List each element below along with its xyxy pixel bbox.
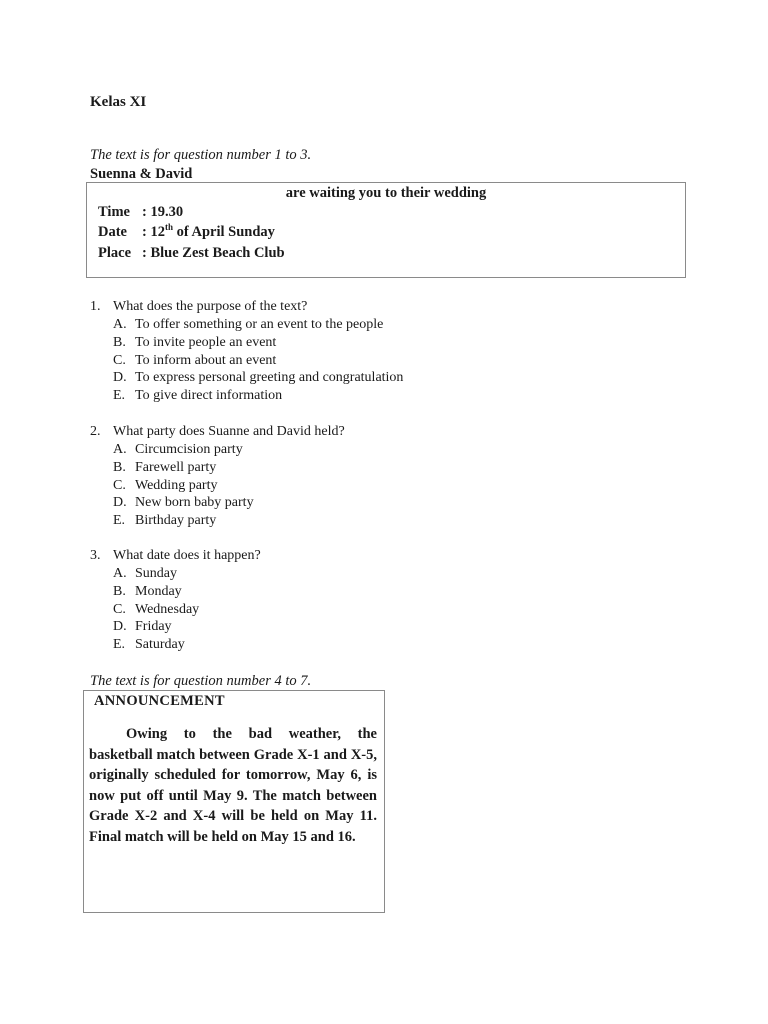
option-c: [90, 601, 510, 619]
question-text: What date does it happen?: [113, 548, 261, 563]
option-letter: C.: [113, 352, 126, 368]
option-letter: A.: [113, 442, 127, 457]
option-letter: E.: [113, 637, 126, 653]
option-a: [90, 441, 510, 459]
option-text: Wednesday: [135, 601, 200, 617]
date-label: Date: [98, 224, 127, 240]
question-2: [90, 423, 510, 530]
date-ordinal: th: [164, 222, 173, 233]
section-intro-1: The text is for question number 1 to 3.: [90, 147, 312, 163]
option-letter: B.: [113, 583, 126, 599]
section-intro-2: The text is for question number 4 to 7.: [90, 673, 312, 689]
option-letter: E.: [113, 513, 126, 529]
question-1: [90, 298, 510, 405]
question-number: 3.: [90, 548, 101, 563]
option-letter: B.: [113, 459, 126, 475]
question-stem: [90, 298, 510, 316]
option-letter: C.: [113, 477, 126, 493]
option-text: To express personal greeting and congratulation: [135, 370, 404, 386]
question-number: 2.: [90, 424, 101, 439]
place-label: Place: [98, 245, 132, 261]
question-3: [90, 547, 510, 654]
class-title: Kelas XI: [90, 94, 147, 110]
time-label: Time: [98, 204, 130, 220]
option-text: Sunday: [135, 566, 177, 581]
option-text: Monday: [135, 583, 182, 599]
option-letter: D.: [113, 619, 127, 635]
option-text: Farewell party: [135, 459, 217, 475]
option-b: [90, 459, 510, 477]
invitation-heading: are waiting you to their wedding: [285, 185, 487, 201]
option-c: [90, 477, 510, 495]
option-letter: E.: [113, 388, 126, 404]
option-b: [90, 583, 510, 601]
option-a: [90, 316, 510, 334]
option-letter: D.: [113, 495, 127, 511]
option-list: [90, 441, 510, 530]
invitation-time: [98, 204, 183, 221]
time-value: : 19.30: [142, 204, 184, 220]
option-list: [90, 316, 510, 405]
option-d: [90, 369, 510, 387]
option-text: Circumcision party: [135, 442, 243, 457]
option-letter: D.: [113, 370, 127, 386]
option-text: To offer something or an event to the people: [135, 317, 384, 332]
date-suffix: of April Sunday: [172, 224, 275, 240]
option-d: [90, 618, 510, 636]
announcement-box: [83, 690, 385, 913]
date-prefix: : 12: [142, 224, 165, 240]
option-text: Friday: [135, 619, 172, 635]
option-letter: A.: [113, 566, 127, 581]
option-text: To invite people an event: [135, 334, 277, 350]
question-text: What party does Suanne and David held?: [113, 424, 345, 439]
option-d: [90, 494, 510, 512]
option-text: Wedding party: [135, 477, 218, 493]
option-letter: A.: [113, 317, 127, 332]
invitation-date: [98, 224, 275, 241]
place-value: : Blue Zest Beach Club: [142, 245, 285, 261]
invitation-place: [98, 245, 285, 262]
option-list: [90, 565, 510, 654]
option-text: Birthday party: [135, 513, 217, 529]
option-text: To give direct information: [135, 388, 283, 404]
option-letter: C.: [113, 601, 126, 617]
option-b: [90, 334, 510, 352]
option-letter: B.: [113, 334, 126, 350]
option-text: To inform about an event: [135, 352, 277, 368]
question-text: What does the purpose of the text?: [113, 299, 308, 314]
option-a: [90, 565, 510, 583]
question-stem: [90, 547, 510, 565]
option-text: Saturday: [135, 637, 185, 653]
announcement-body: Owing to the bad weather, the basketball match between Grade X-1 and X-5, originally scheduled for tomorrow, May 6, is now put off until May 9. The match between Grade X-2 and X-4 will be held on May 11. Final match will be held on May 15 and 16.: [89, 726, 377, 845]
invitation-box: [86, 182, 686, 278]
announcement-title: ANNOUNCEMENT: [94, 693, 225, 709]
couple-names: Suenna & David: [90, 166, 193, 182]
option-e: [90, 636, 510, 654]
option-e: [90, 387, 510, 405]
question-number: 1.: [90, 299, 101, 314]
option-c: [90, 352, 510, 370]
question-stem: [90, 423, 510, 441]
option-text: New born baby party: [135, 495, 254, 511]
option-e: [90, 512, 510, 530]
